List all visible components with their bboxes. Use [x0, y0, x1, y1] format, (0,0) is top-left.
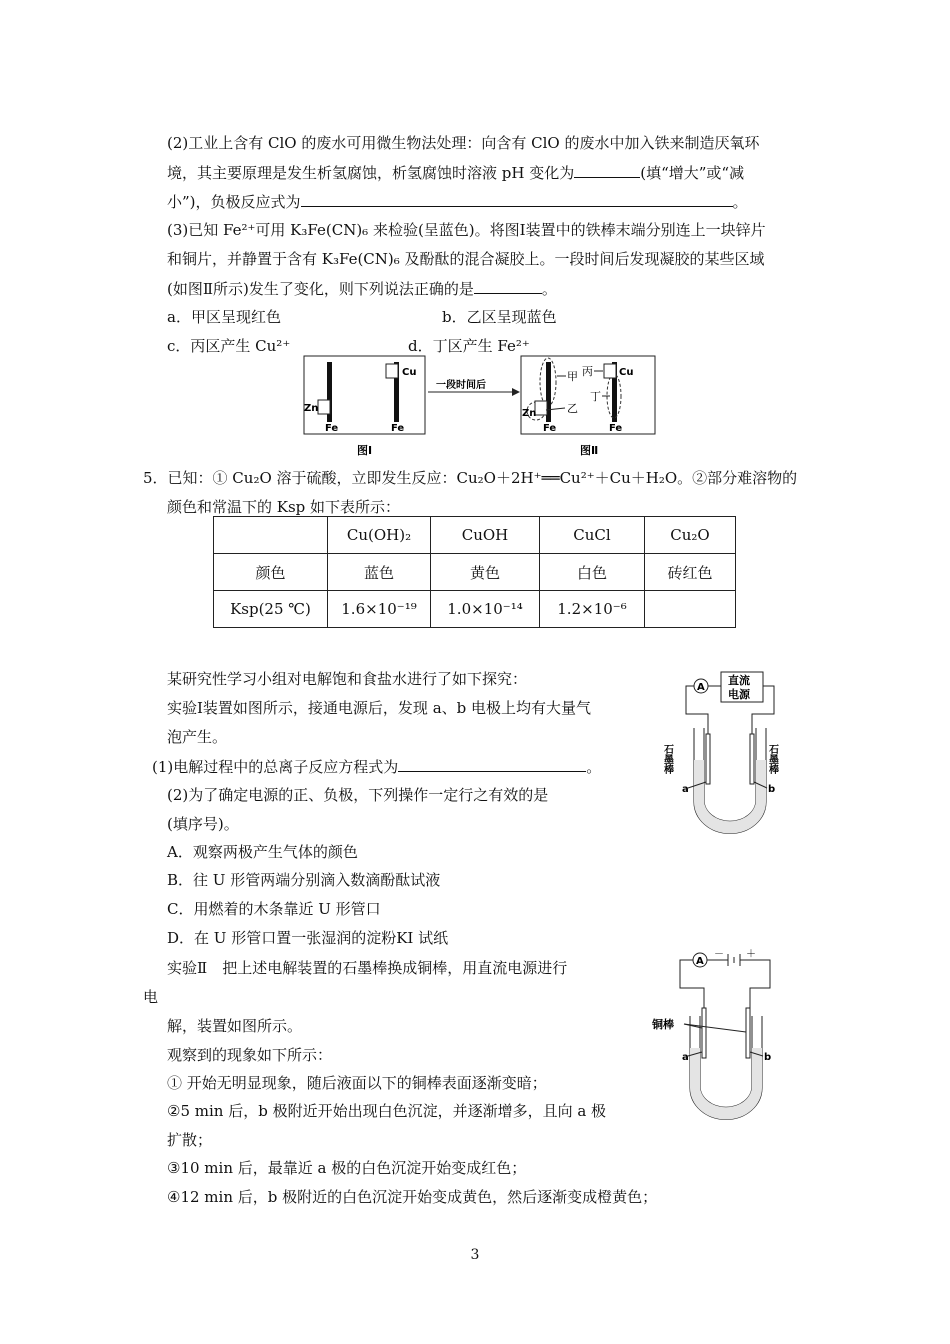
svg-text:b: b [764, 1052, 772, 1063]
q4-part2-line3: 小”)，负极反应式为 。 [167, 193, 748, 211]
answer-blank-choice[interactable] [474, 278, 542, 294]
electrolysis-copper-figure [652, 948, 794, 1126]
region-yi-label: 乙 [567, 402, 578, 415]
table-cell: 黄色 [431, 554, 540, 591]
observation-2a: ②5 min 后，b 极附近开始出现白色沉淀，并逐渐增多，且向 a 极 [167, 1102, 607, 1120]
option-a: a．甲区呈现红色 [167, 308, 281, 326]
svg-text:a: a [682, 1052, 689, 1063]
q4-part2-line1: (2)工业上含有 ClO 的废水可用微生物法处理：向含有 ClO 的废水中加入铁来制造厌氧环 [167, 134, 760, 152]
table-row [214, 591, 736, 628]
table-cell: CuCl [540, 517, 645, 554]
q5-observations: 观察到的现象如下所示： [167, 1046, 333, 1064]
cu-label: Cu [402, 367, 417, 378]
fe-label-2: Fe [391, 423, 405, 434]
answer-blank-ph[interactable] [574, 162, 640, 178]
svg-text:Cu: Cu [619, 367, 634, 378]
table-cell: 蓝色 [328, 554, 431, 591]
time-arrow-label: 一段时间后 [436, 380, 486, 391]
q4-part3-line3: (如图Ⅱ所示)发生了变化，则下列说法正确的是 。 [167, 280, 557, 298]
q5-exp1-line2: 泡产生。 [167, 728, 228, 746]
option-c: c．丙区产生 Cu²⁺ [167, 337, 291, 355]
table-cell: 砖红色 [645, 554, 736, 591]
table-cell [645, 591, 736, 628]
observation-2b: 扩散； [167, 1131, 213, 1149]
option-b: b．乙区呈现蓝色 [442, 308, 557, 326]
zn-plate [318, 400, 330, 414]
copper-rod-label: 铜棒 [652, 1018, 674, 1031]
table-cell: 1.2×10⁻⁶ [540, 591, 645, 628]
table-cell: Cu(OH)₂ [328, 517, 431, 554]
q4-part3-line2: 和铜片，并静置于含有 K₃Fe(CN)₆ 及酚酞的混合凝胶上。一段时间后发现凝胶的某些区域 [167, 250, 765, 268]
table-header-row [214, 517, 736, 554]
figure1-caption: 图Ⅰ [357, 444, 373, 457]
answer-blank-anode[interactable] [301, 191, 733, 207]
q5-exp2-line3: 解，装置如图所示。 [167, 1017, 303, 1035]
table-cell: Ksp(25 ℃) [214, 591, 328, 628]
page-number: 3 [470, 1247, 480, 1263]
table-cell: 白色 [540, 554, 645, 591]
cu-plate [386, 364, 398, 378]
ksp-table [213, 516, 736, 628]
figure2-caption: 图Ⅱ [580, 444, 599, 457]
corrosion-figure [300, 354, 660, 460]
option-A: A．观察两极产生气体的颜色 [167, 843, 358, 861]
svg-text:直流: 直流 [728, 674, 750, 687]
q5-exp2-line2: 电 [143, 988, 159, 1006]
table-cell: CuOH [431, 517, 540, 554]
observation-3: ③10 min 后，最靠近 a 极的白色沉淀开始变成红色； [167, 1159, 527, 1177]
svg-text:Fe: Fe [609, 423, 623, 434]
option-D: D．在 U 形管口置一张湿润的淀粉KI 试纸 [167, 929, 449, 947]
svg-text:－: － [714, 949, 724, 960]
table-cell: 颜色 [214, 554, 328, 591]
option-C: C．用燃着的木条靠近 U 形管口 [167, 900, 381, 918]
svg-text:电源: 电源 [728, 688, 750, 701]
region-bing-label: 丙 [582, 365, 593, 378]
svg-text:A: A [697, 682, 705, 693]
graphite-label-right: 石墨棒 [766, 744, 778, 774]
svg-text:＋: ＋ [746, 949, 756, 960]
observation-1: ① 开始无明显现象，随后液面以下的铜棒表面逐渐变暗； [167, 1074, 547, 1092]
q5-part1: (1)电解过程中的总离子反应方程式为 。 [152, 758, 602, 776]
table-cell [214, 517, 328, 554]
region-ding-label: 丁 [590, 390, 601, 403]
q4-part2-line2: 境，其主要原理是发生析氢腐蚀，析氢腐蚀时溶液 pH 变化为 (填“增大”或“减 [167, 164, 745, 182]
svg-text:Fe: Fe [543, 423, 557, 434]
q5-study-intro: 某研究性学习小组对电解饱和食盐水进行了如下探究： [167, 670, 528, 688]
option-d: d．丁区产生 Fe²⁺ [408, 337, 530, 355]
zn-label: Zn [304, 403, 319, 414]
q5-exp2-line1: 实验Ⅱ 把上述电解装置的石墨棒换成铜棒，用直流电源进行 [167, 959, 568, 977]
svg-text:a: a [682, 784, 689, 795]
observation-4: ④12 min 后，b 极附近的白色沉淀开始变成黄色，然后逐渐变成橙黄色； [167, 1188, 658, 1206]
region-jia-label: 甲 [567, 370, 578, 383]
electrolysis-graphite-figure [661, 664, 794, 836]
q5-part2-line1: (2)为了确定电源的正、负极，下列操作一定行之有效的是 [167, 786, 549, 804]
svg-text:Zn: Zn [522, 408, 537, 419]
q5-exp1-line1: 实验Ⅰ装置如图所示，接通电源后，发现 a、b 电极上均有大量气 [167, 699, 592, 717]
q5-part2-line2: (填序号)。 [167, 815, 239, 833]
svg-text:A: A [696, 956, 704, 967]
table-cell: 1.0×10⁻¹⁴ [431, 591, 540, 628]
table-cell: 1.6×10⁻¹⁹ [328, 591, 431, 628]
svg-text:b: b [768, 784, 776, 795]
q5-line1: 5．已知：① Cu₂O 溶于硫酸，立即发生反应：Cu₂O＋2H⁺══Cu²⁺＋Cu＋H₂O。②部分难溶物的 [143, 469, 798, 487]
q4-part3-line1: (3)已知 Fe²⁺可用 K₃Fe(CN)₆ 来检验(呈蓝色)。将图Ⅰ装置中的铁棒末端分别连上一块锌片 [167, 221, 766, 239]
table-cell: Cu₂O [645, 517, 736, 554]
graphite-label-left: 石墨棒 [661, 744, 673, 774]
answer-blank-equation[interactable] [398, 756, 586, 772]
table-row [214, 554, 736, 591]
q5-line2: 颜色和常温下的 Ksp 如下表所示： [167, 498, 401, 516]
option-B: B．往 U 形管两端分别滴入数滴酚酞试液 [167, 871, 441, 889]
fe-label-1: Fe [325, 423, 339, 434]
